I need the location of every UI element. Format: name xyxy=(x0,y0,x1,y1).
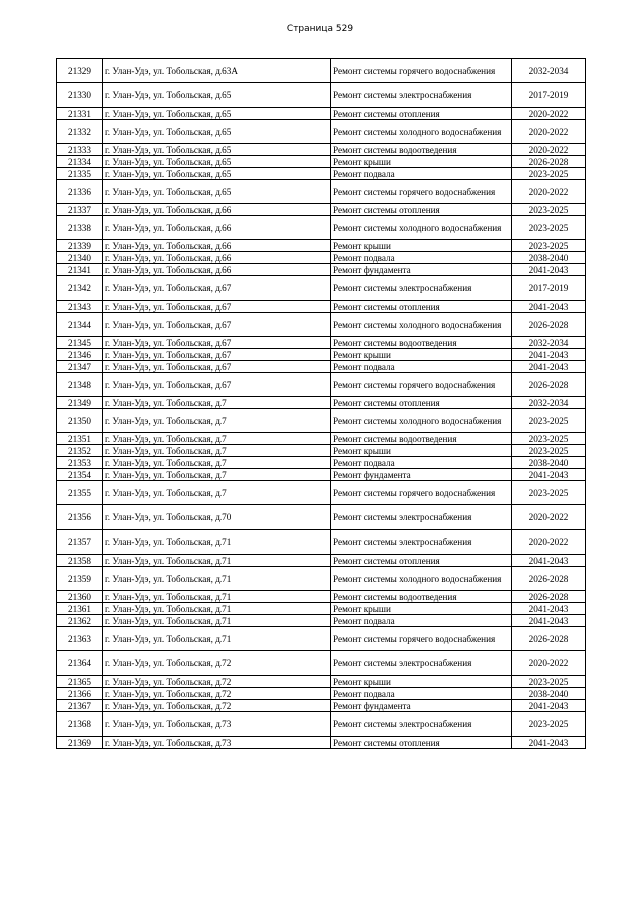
table-row xyxy=(57,216,586,240)
row-period: 2023-2025 xyxy=(512,712,586,737)
row-period: 2041-2043 xyxy=(512,469,586,481)
table-row xyxy=(57,397,586,409)
row-number: 21352 xyxy=(57,445,103,457)
row-address: г. Улан-Удэ, ул. Тобольская, д.7 xyxy=(103,409,331,433)
row-period: 2041-2043 xyxy=(512,615,586,627)
row-address: г. Улан-Удэ, ул. Тобольская, д.67 xyxy=(103,337,331,349)
table-row xyxy=(57,445,586,457)
row-number: 21357 xyxy=(57,530,103,555)
row-address: г. Улан-Удэ, ул. Тобольская, д.65 xyxy=(103,156,331,168)
table-row xyxy=(57,433,586,445)
row-period: 2020-2022 xyxy=(512,144,586,156)
row-address: г. Улан-Удэ, ул. Тобольская, д.7 xyxy=(103,433,331,445)
row-address: г. Улан-Удэ, ул. Тобольская, д.7 xyxy=(103,457,331,469)
row-address: г. Улан-Удэ, ул. Тобольская, д.65 xyxy=(103,108,331,120)
row-period: 2038-2040 xyxy=(512,252,586,264)
table-row xyxy=(57,204,586,216)
table-row xyxy=(57,240,586,252)
row-period: 2026-2028 xyxy=(512,627,586,651)
row-period: 2023-2025 xyxy=(512,168,586,180)
row-period: 2041-2043 xyxy=(512,301,586,313)
row-number: 21346 xyxy=(57,349,103,361)
row-address: г. Улан-Удэ, ул. Тобольская, д.66 xyxy=(103,264,331,276)
row-address: г. Улан-Удэ, ул. Тобольская, д.67 xyxy=(103,373,331,397)
table-row xyxy=(57,615,586,627)
row-address: г. Улан-Удэ, ул. Тобольская, д.65 xyxy=(103,180,331,204)
row-address: г. Улан-Удэ, ул. Тобольская, д.65 xyxy=(103,120,331,144)
row-work-type: Ремонт системы горячего водоснабжения xyxy=(331,180,512,204)
row-number: 21358 xyxy=(57,555,103,567)
table-row xyxy=(57,530,586,555)
table-row xyxy=(57,180,586,204)
row-work-type: Ремонт системы водоотведения xyxy=(331,144,512,156)
row-address: г. Улан-Удэ, ул. Тобольская, д.71 xyxy=(103,603,331,615)
row-period: 2041-2043 xyxy=(512,555,586,567)
row-number: 21347 xyxy=(57,361,103,373)
table-row xyxy=(57,264,586,276)
row-work-type: Ремонт крыши xyxy=(331,240,512,252)
table-row xyxy=(57,651,586,676)
row-address: г. Улан-Удэ, ул. Тобольская, д.67 xyxy=(103,276,331,301)
row-number: 21329 xyxy=(57,59,103,83)
row-number: 21341 xyxy=(57,264,103,276)
row-period: 2026-2028 xyxy=(512,591,586,603)
row-number: 21360 xyxy=(57,591,103,603)
row-number: 21335 xyxy=(57,168,103,180)
row-work-type: Ремонт системы отопления xyxy=(331,555,512,567)
row-address: г. Улан-Удэ, ул. Тобольская, д.65 xyxy=(103,144,331,156)
row-number: 21342 xyxy=(57,276,103,301)
repair-schedule-table xyxy=(56,58,586,749)
row-number: 21330 xyxy=(57,83,103,108)
row-period: 2020-2022 xyxy=(512,120,586,144)
row-address: г. Улан-Удэ, ул. Тобольская, д.7 xyxy=(103,481,331,505)
table-row xyxy=(57,555,586,567)
row-number: 21350 xyxy=(57,409,103,433)
row-work-type: Ремонт подвала xyxy=(331,457,512,469)
row-address: г. Улан-Удэ, ул. Тобольская, д.71 xyxy=(103,615,331,627)
row-address: г. Улан-Удэ, ул. Тобольская, д.67 xyxy=(103,361,331,373)
row-number: 21369 xyxy=(57,737,103,749)
row-work-type: Ремонт крыши xyxy=(331,445,512,457)
row-work-type: Ремонт системы отопления xyxy=(331,301,512,313)
table-row xyxy=(57,361,586,373)
row-work-type: Ремонт системы холодного водоснабжения xyxy=(331,120,512,144)
row-work-type: Ремонт системы электроснабжения xyxy=(331,530,512,555)
row-period: 2041-2043 xyxy=(512,700,586,712)
row-number: 21366 xyxy=(57,688,103,700)
row-period: 2026-2028 xyxy=(512,156,586,168)
row-address: г. Улан-Удэ, ул. Тобольская, д.7 xyxy=(103,445,331,457)
table-row xyxy=(57,469,586,481)
row-work-type: Ремонт подвала xyxy=(331,615,512,627)
row-address: г. Улан-Удэ, ул. Тобольская, д.70 xyxy=(103,505,331,530)
table-row xyxy=(57,481,586,505)
row-period: 2020-2022 xyxy=(512,180,586,204)
row-work-type: Ремонт системы электроснабжения xyxy=(331,83,512,108)
row-number: 21363 xyxy=(57,627,103,651)
row-address: г. Улан-Удэ, ул. Тобольская, д.73 xyxy=(103,712,331,737)
row-number: 21362 xyxy=(57,615,103,627)
row-period: 2038-2040 xyxy=(512,688,586,700)
table-row xyxy=(57,156,586,168)
row-address: г. Улан-Удэ, ул. Тобольская, д.7 xyxy=(103,397,331,409)
table-row xyxy=(57,301,586,313)
row-work-type: Ремонт системы отопления xyxy=(331,204,512,216)
row-period: 2041-2043 xyxy=(512,737,586,749)
table-body xyxy=(57,59,586,749)
row-work-type: Ремонт системы горячего водоснабжения xyxy=(331,373,512,397)
row-address: г. Улан-Удэ, ул. Тобольская, д.72 xyxy=(103,651,331,676)
row-work-type: Ремонт системы холодного водоснабжения xyxy=(331,313,512,337)
row-number: 21349 xyxy=(57,397,103,409)
row-number: 21338 xyxy=(57,216,103,240)
table-row xyxy=(57,567,586,591)
table-row xyxy=(57,83,586,108)
row-number: 21361 xyxy=(57,603,103,615)
row-work-type: Ремонт подвала xyxy=(331,168,512,180)
table-row xyxy=(57,108,586,120)
row-number: 21368 xyxy=(57,712,103,737)
row-work-type: Ремонт системы водоотведения xyxy=(331,433,512,445)
row-work-type: Ремонт фундамента xyxy=(331,469,512,481)
table-row xyxy=(57,168,586,180)
table-row xyxy=(57,373,586,397)
row-work-type: Ремонт подвала xyxy=(331,688,512,700)
table-row xyxy=(57,349,586,361)
row-period: 2023-2025 xyxy=(512,433,586,445)
row-address: г. Улан-Удэ, ул. Тобольская, д.7 xyxy=(103,469,331,481)
table-row xyxy=(57,144,586,156)
row-period: 2023-2025 xyxy=(512,240,586,252)
row-work-type: Ремонт системы электроснабжения xyxy=(331,276,512,301)
row-work-type: Ремонт системы отопления xyxy=(331,108,512,120)
row-address: г. Улан-Удэ, ул. Тобольская, д.65 xyxy=(103,168,331,180)
row-work-type: Ремонт системы холодного водоснабжения xyxy=(331,567,512,591)
row-address: г. Улан-Удэ, ул. Тобольская, д.72 xyxy=(103,700,331,712)
row-period: 2020-2022 xyxy=(512,530,586,555)
table-row xyxy=(57,591,586,603)
row-period: 2023-2025 xyxy=(512,445,586,457)
table-row xyxy=(57,603,586,615)
row-period: 2023-2025 xyxy=(512,204,586,216)
row-number: 21336 xyxy=(57,180,103,204)
row-number: 21353 xyxy=(57,457,103,469)
row-address: г. Улан-Удэ, ул. Тобольская, д.71 xyxy=(103,567,331,591)
row-work-type: Ремонт фундамента xyxy=(331,264,512,276)
row-work-type: Ремонт фундамента xyxy=(331,700,512,712)
row-number: 21348 xyxy=(57,373,103,397)
row-number: 21331 xyxy=(57,108,103,120)
row-number: 21339 xyxy=(57,240,103,252)
row-number: 21351 xyxy=(57,433,103,445)
row-address: г. Улан-Удэ, ул. Тобольская, д.66 xyxy=(103,204,331,216)
row-number: 21356 xyxy=(57,505,103,530)
row-number: 21334 xyxy=(57,156,103,168)
row-work-type: Ремонт крыши xyxy=(331,349,512,361)
row-address: г. Улан-Удэ, ул. Тобольская, д.71 xyxy=(103,530,331,555)
row-period: 2026-2028 xyxy=(512,313,586,337)
row-period: 2026-2028 xyxy=(512,373,586,397)
row-work-type: Ремонт системы отопления xyxy=(331,737,512,749)
table-row xyxy=(57,712,586,737)
row-number: 21340 xyxy=(57,252,103,264)
row-work-type: Ремонт крыши xyxy=(331,156,512,168)
page-header: Страница 529 xyxy=(286,24,354,34)
row-address: г. Улан-Удэ, ул. Тобольская, д.71 xyxy=(103,591,331,603)
row-number: 21332 xyxy=(57,120,103,144)
row-period: 2023-2025 xyxy=(512,216,586,240)
table-row xyxy=(57,676,586,688)
row-number: 21345 xyxy=(57,337,103,349)
row-work-type: Ремонт системы отопления xyxy=(331,397,512,409)
row-address: г. Улан-Удэ, ул. Тобольская, д.71 xyxy=(103,627,331,651)
row-period: 2023-2025 xyxy=(512,676,586,688)
table-row xyxy=(57,737,586,749)
row-number: 21367 xyxy=(57,700,103,712)
row-work-type: Ремонт подвала xyxy=(331,361,512,373)
row-address: г. Улан-Удэ, ул. Тобольская, д.66 xyxy=(103,252,331,264)
row-address: г. Улан-Удэ, ул. Тобольская, д.65 xyxy=(103,83,331,108)
row-number: 21344 xyxy=(57,313,103,337)
row-work-type: Ремонт системы электроснабжения xyxy=(331,505,512,530)
row-address: г. Улан-Удэ, ул. Тобольская, д.71 xyxy=(103,555,331,567)
row-number: 21364 xyxy=(57,651,103,676)
row-period: 2017-2019 xyxy=(512,276,586,301)
table-row xyxy=(57,276,586,301)
table-row xyxy=(57,120,586,144)
row-work-type: Ремонт системы холодного водоснабжения xyxy=(331,216,512,240)
row-period: 2041-2043 xyxy=(512,361,586,373)
table-row xyxy=(57,252,586,264)
row-number: 21365 xyxy=(57,676,103,688)
row-number: 21355 xyxy=(57,481,103,505)
row-period: 2023-2025 xyxy=(512,409,586,433)
row-work-type: Ремонт крыши xyxy=(331,676,512,688)
row-period: 2032-2034 xyxy=(512,337,586,349)
row-period: 2020-2022 xyxy=(512,651,586,676)
row-period: 2041-2043 xyxy=(512,264,586,276)
row-period: 2038-2040 xyxy=(512,457,586,469)
table-row xyxy=(57,688,586,700)
table-row xyxy=(57,313,586,337)
row-address: г. Улан-Удэ, ул. Тобольская, д.66 xyxy=(103,216,331,240)
row-work-type: Ремонт системы электроснабжения xyxy=(331,651,512,676)
row-period: 2032-2034 xyxy=(512,397,586,409)
row-period: 2041-2043 xyxy=(512,349,586,361)
row-period: 2020-2022 xyxy=(512,505,586,530)
row-work-type: Ремонт системы электроснабжения xyxy=(331,712,512,737)
row-work-type: Ремонт системы холодного водоснабжения xyxy=(331,409,512,433)
table-row xyxy=(57,505,586,530)
row-number: 21337 xyxy=(57,204,103,216)
row-number: 21343 xyxy=(57,301,103,313)
row-address: г. Улан-Удэ, ул. Тобольская, д.73 xyxy=(103,737,331,749)
row-work-type: Ремонт системы горячего водоснабжения xyxy=(331,481,512,505)
table-row xyxy=(57,337,586,349)
row-work-type: Ремонт системы водоотведения xyxy=(331,591,512,603)
row-period: 2041-2043 xyxy=(512,603,586,615)
row-number: 21359 xyxy=(57,567,103,591)
row-address: г. Улан-Удэ, ул. Тобольская, д.72 xyxy=(103,688,331,700)
row-number: 21354 xyxy=(57,469,103,481)
table-row xyxy=(57,700,586,712)
row-number: 21333 xyxy=(57,144,103,156)
row-period: 2026-2028 xyxy=(512,567,586,591)
row-work-type: Ремонт системы водоотведения xyxy=(331,337,512,349)
row-work-type: Ремонт подвала xyxy=(331,252,512,264)
row-address: г. Улан-Удэ, ул. Тобольская, д.72 xyxy=(103,676,331,688)
table-row xyxy=(57,59,586,83)
row-address: г. Улан-Удэ, ул. Тобольская, д.63А xyxy=(103,59,331,83)
row-period: 2020-2022 xyxy=(512,108,586,120)
row-address: г. Улан-Удэ, ул. Тобольская, д.67 xyxy=(103,301,331,313)
row-address: г. Улан-Удэ, ул. Тобольская, д.67 xyxy=(103,349,331,361)
row-work-type: Ремонт крыши xyxy=(331,603,512,615)
table-row xyxy=(57,409,586,433)
table-row xyxy=(57,627,586,651)
row-work-type: Ремонт системы горячего водоснабжения xyxy=(331,627,512,651)
row-period: 2023-2025 xyxy=(512,481,586,505)
row-address: г. Улан-Удэ, ул. Тобольская, д.66 xyxy=(103,240,331,252)
row-address: г. Улан-Удэ, ул. Тобольская, д.67 xyxy=(103,313,331,337)
row-work-type: Ремонт системы горячего водоснабжения xyxy=(331,59,512,83)
row-period: 2017-2019 xyxy=(512,83,586,108)
row-period: 2032-2034 xyxy=(512,59,586,83)
table-row xyxy=(57,457,586,469)
